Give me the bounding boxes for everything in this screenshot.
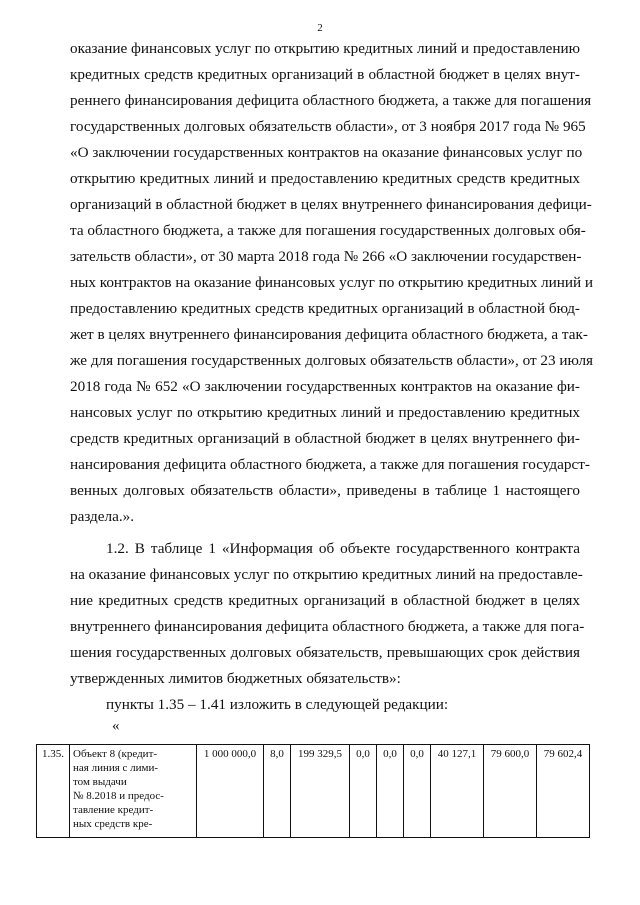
row-value: 0,0: [377, 745, 404, 838]
description-line: тавление кредит-: [73, 804, 154, 816]
paragraph-3: [70, 692, 580, 718]
paragraph-2-line: внутреннего финансирования дефицита областного бюджета, а также для пога-: [70, 618, 585, 635]
row-value: 79 600,0: [484, 745, 537, 838]
paragraph-1-line: ных контрактов на оказание финансовых услуг по открытию кредитных линий и: [70, 274, 594, 291]
paragraph-1-line: открытию кредитных линий и предоставлению кредитных средств кредитных: [70, 170, 580, 187]
paragraph-1-line: венных долговых обязательств области», приведены в таблице 1 настоящего: [70, 482, 580, 499]
paragraph-2-line: на оказание финансовых услуг по открытию кредитных линий на предоставле-: [70, 566, 583, 583]
paragraph-1-line: та областного бюджета, а также для погашения государственных долговых обя-: [70, 222, 586, 239]
paragraph-1-line: государственных долговых обязательств области», от 3 ноября 2017 года № 965: [70, 118, 586, 135]
paragraph-1-line: раздела.».: [70, 508, 135, 525]
paragraph-2-line: 1.2. В таблице 1 «Информация об объекте государственного контракта: [106, 540, 580, 557]
contracts-table: [36, 744, 590, 838]
description-line: том выдачи: [73, 776, 127, 788]
paragraph-1-line: «О заключении государственных контрактов на оказание финансовых услуг по: [70, 144, 583, 161]
row-value: 199 329,5: [291, 745, 350, 838]
paragraph-1: [70, 36, 594, 530]
paragraph-1-line: средств кредитных организаций в областной бюджет в целях внутреннего фи-: [70, 430, 580, 447]
table-row: [37, 745, 590, 838]
row-value: 79 602,4: [537, 745, 590, 838]
description-line: ная линия с лими-: [73, 762, 159, 774]
paragraph-2-line: утвержденных лимитов бюджетных обязательств»:: [70, 670, 401, 687]
paragraph-1-line: 2018 года № 652 «О заключении государственных контрактов на оказание фи-: [70, 378, 580, 395]
paragraph-1-line: нансовых услуг по открытию кредитных линий и предоставлению кредитных: [70, 404, 580, 421]
paragraph-1-line: организаций в областной бюджет в целях внутреннего финансирования дефици-: [70, 196, 592, 213]
paragraph-1-line: оказание финансовых услуг по открытию кредитных линий и предоставлению: [70, 40, 580, 57]
paragraph-1-line: зательств области», от 30 марта 2018 года № 266 «О заключении государствен-: [70, 248, 582, 265]
row-number: 1.35.: [37, 745, 70, 838]
paragraph-2: [70, 536, 585, 692]
opening-quote: «: [112, 718, 120, 734]
row-value: 8,0: [264, 745, 291, 838]
paragraph-3-line: пункты 1.35 – 1.41 изложить в следующей редакции:: [106, 696, 449, 713]
row-value: 40 127,1: [431, 745, 484, 838]
row-description: [70, 745, 197, 838]
description-line: Объект 8 (кредит-: [73, 748, 158, 760]
paragraph-1-line: нансирования дефицита областного бюджета, а также для погашения государст-: [70, 456, 590, 473]
paragraph-1-line: кредитных средств кредитных организаций в областной бюджет в целях внут-: [70, 66, 580, 83]
paragraph-2-line: ние кредитных средств кредитных организаций в областной бюджет в целях: [70, 592, 580, 609]
row-value: 0,0: [350, 745, 377, 838]
description-line: № 8.2018 и предос-: [73, 790, 164, 802]
paragraph-1-line: реннего финансирования дефицита областного бюджета, а также для погашения: [70, 92, 592, 109]
paragraph-1-line: же для погашения государственных долговых обязательств области», от 23 июля: [70, 352, 594, 369]
row-value: 0,0: [404, 745, 431, 838]
page-number: 2: [317, 22, 323, 34]
row-value: 1 000 000,0: [197, 745, 264, 838]
paragraph-2-line: шения государственных долговых обязательств, превышающих срок действия: [70, 644, 580, 661]
description-line: ных средств кре-: [73, 818, 153, 830]
paragraph-1-line: жет в целях внутреннего финансирования дефицита областного бюджета, а так-: [70, 326, 588, 343]
paragraph-1-line: предоставлению кредитных средств кредитных организаций в областной бюд-: [70, 300, 580, 317]
